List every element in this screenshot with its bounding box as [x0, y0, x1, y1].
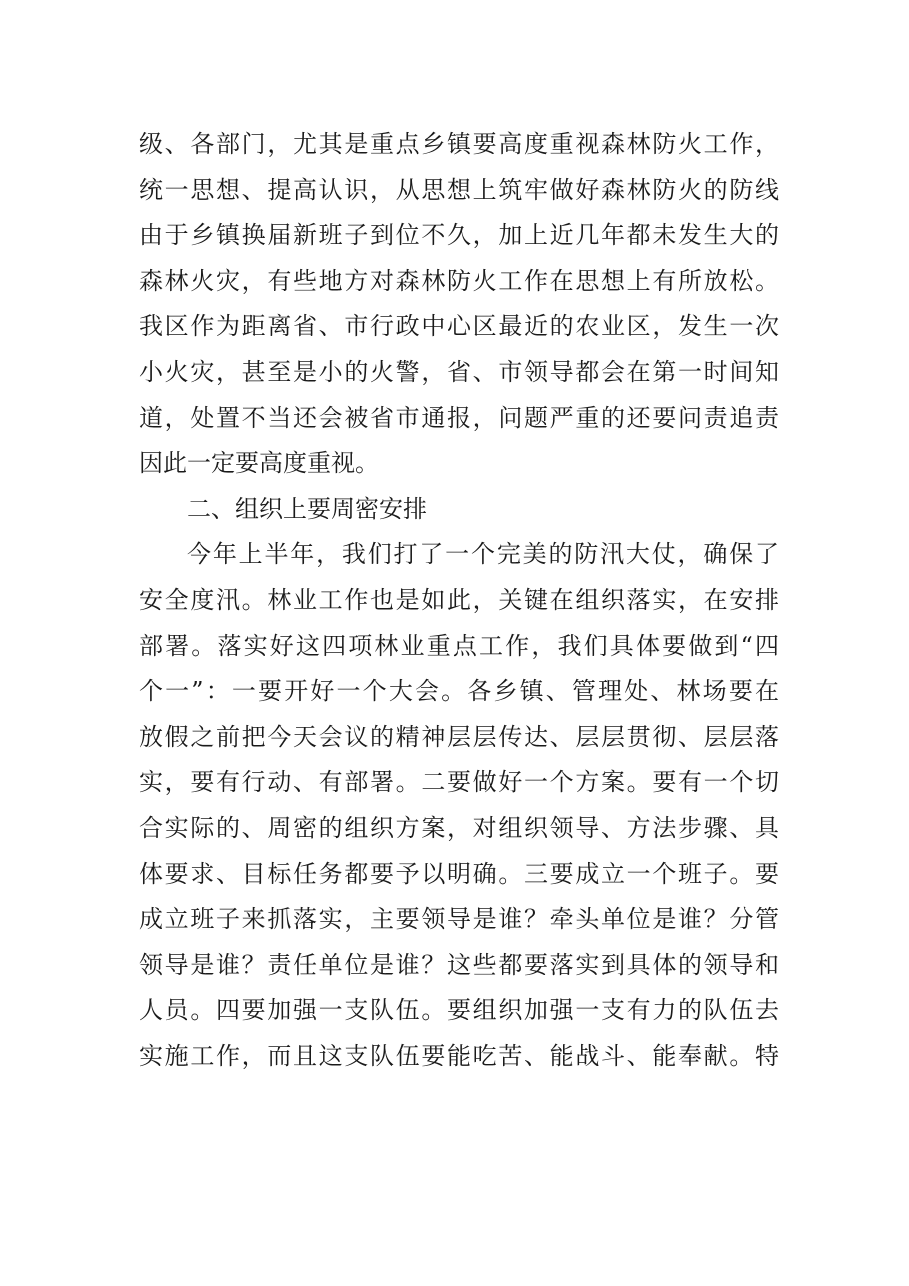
text-line-16: 合实际的、周密的组织方案，对组织领导、方法步骤、具 [139, 813, 779, 842]
text-line-11: 安全度汛。林业工作也是如此，关键在组织落实，在安排 [139, 585, 779, 614]
text-line-17: 体要求、目标任务都要予以明确。三要成立一个班子。要 [139, 859, 779, 888]
text-line-6: 小火灾，甚至是小的火警，省、市领导都会在第一时间知 [139, 357, 779, 386]
text-line-10: 今年上半年，我们打了一个完美的防汛大仗，确保了 [187, 540, 779, 569]
text-line-1: 级、各部门，尤其是重点乡镇要高度重视森林防火工作， [139, 130, 779, 158]
text-line-20: 人员。四要加强一支队伍。要组织加强一支有力的队伍去 [139, 996, 779, 1025]
text-line-15: 实，要有行动、有部署。二要做好一个方案。要有一个切 [139, 768, 779, 797]
text-line-12: 部署。落实好这四项林业重点工作，我们具体要做到“四 [139, 631, 779, 660]
text-line-5: 我区作为距离省、市行政中心区最近的农业区，发生一次 [139, 312, 779, 341]
text-line-14: 放假之前把今天会议的精神层层传达、层层贯彻、层层落 [139, 722, 779, 751]
body-text [139, 122, 779, 1079]
section-heading: 二、组织上要周密安排 [187, 494, 427, 523]
text-line-8: 因此一定要高度重视。 [139, 449, 379, 478]
text-line-19: 领导是谁？责任单位是谁？这些都要落实到具体的领导和 [139, 950, 779, 979]
text-line-2: 统一思想、提高认识，从思想上筑牢做好森林防火的防线 [139, 175, 779, 204]
text-line-13: 个一”：一要开好一个大会。各乡镇、管理处、林场要在 [139, 677, 779, 706]
text-line-21: 实施工作，而且这支队伍要能吃苦、能战斗、能奉献。特 [139, 1041, 779, 1070]
text-line-3: 由于乡镇换届新班子到位不久，加上近几年都未发生大的 [139, 221, 779, 250]
text-line-7: 道，处置不当还会被省市通报，问题严重的还要问责追责 [139, 403, 779, 432]
text-line-18: 成立班子来抓落实，主要领导是谁？牵头单位是谁？分管 [139, 905, 779, 934]
text-line-4: 森林火灾，有些地方对森林防火工作在思想上有所放松。 [139, 266, 779, 295]
